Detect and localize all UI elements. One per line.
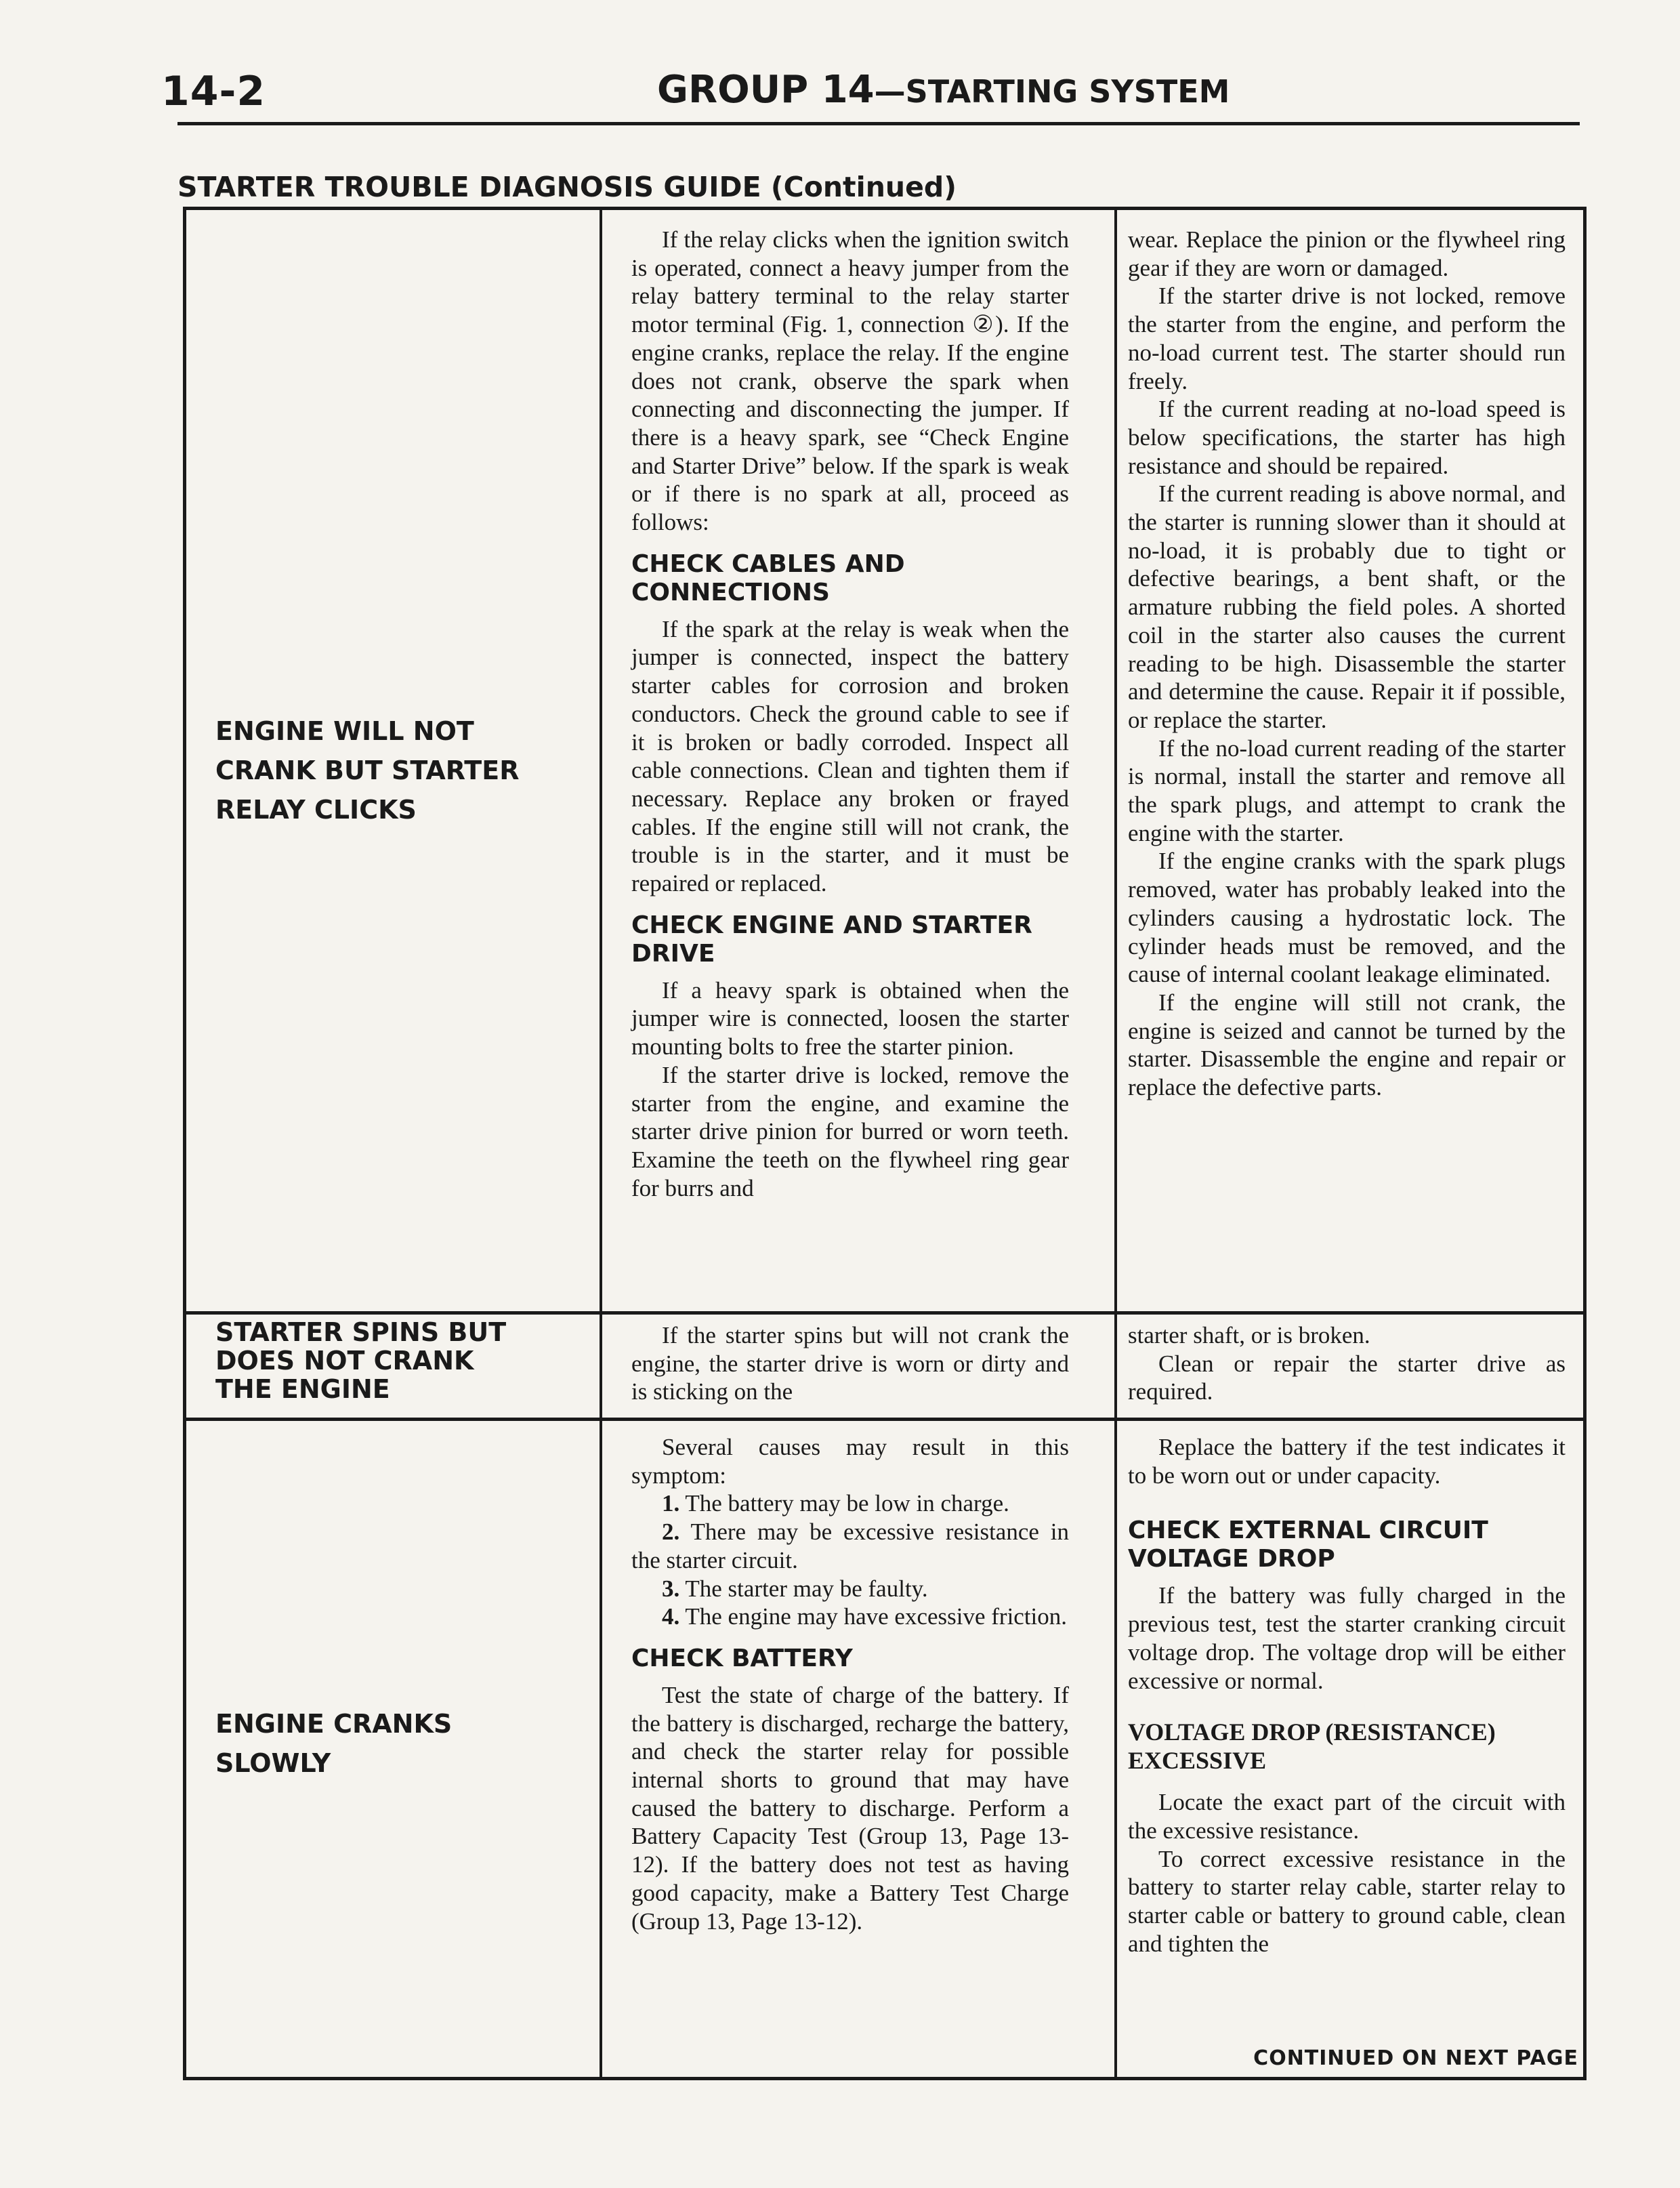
remedy-paragraph: If the battery was fully charged in the previous test, test the starter cranking circuit voltage drop. The voltage drop will be either excessive or normal. — [1128, 1582, 1566, 1694]
symptom-line: ENGINE WILL NOT — [215, 716, 474, 746]
symptom-line: RELAY CLICKS — [215, 795, 417, 825]
remedy-paragraph: Locate the exact part of the circuit with the excessive resistance. — [1128, 1789, 1566, 1844]
remedy-paragraph: Several causes may result in this symptom: — [631, 1434, 1069, 1489]
remedy-paragraph: starter shaft, or is broken. — [1128, 1322, 1370, 1348]
table-divider-1 — [600, 207, 602, 2080]
symptom-line: SLOWLY — [215, 1748, 331, 1778]
group-title-main: GROUP 14 — [657, 68, 875, 112]
remedy-paragraph: If the engine cranks with the spark plugs removed, water has probably leaked into the cylinders causing a hydrostatic lock. The cylinder heads must be removed, and the cause of internal coolant leakage eliminated. — [1128, 848, 1566, 988]
remedy-paragraph: If the current reading at no-load speed is below specifications, the starter has high resistance and should be repaired. — [1128, 396, 1566, 479]
symptom-engine-will-not-crank — [215, 711, 519, 829]
row1-remedy-col1 — [631, 226, 1069, 1202]
cause-item-number: 4. — [662, 1603, 680, 1630]
row2-remedy-col1 — [631, 1321, 1069, 1406]
section-heading: VOLTAGE DROP (RESISTANCE) EXCESSIVE — [1128, 1718, 1496, 1775]
group-title-sub: —STARTING SYSTEM — [874, 73, 1230, 110]
remedy-paragraph: If the starter drive is not locked, remove the starter from the engine, and perform the no-load current test. The starter should run freely. — [1128, 283, 1566, 394]
remedy-paragraph: wear. Replace the pinion or the flywheel ring gear if they are worn or damaged. — [1128, 226, 1566, 281]
cause-item-number: 2. — [662, 1519, 680, 1546]
cause-item-number: 3. — [662, 1575, 680, 1602]
row-divider-1 — [183, 1311, 1587, 1315]
remedy-paragraph: To correct excessive resistance in the battery to starter relay cable, starter relay to starter cable or battery to ground cable, clean and tighten the — [1128, 1845, 1566, 1957]
header-rule — [177, 122, 1580, 125]
page-number: 14-2 — [161, 68, 266, 115]
section-heading: CHECK CABLES AND CONNECTIONS — [631, 550, 905, 606]
remedy-paragraph: Clean or repair the starter drive as required. — [1128, 1350, 1566, 1405]
remedy-paragraph: If the spark at the relay is weak when the jumper is connected, inspect the battery starter cables for corrosion and broken conductors. Check the ground cable to see if it is broken or badly corroded. Inspect all cable connections. Clean and tighten them if necessary. Replace any broken or frayed cables. If the engine still will not crank, the trouble is in the starter, and it must be repaired or replaced. — [631, 615, 1069, 897]
table-divider-2 — [1114, 207, 1117, 2080]
remedy-paragraph: Test the state of charge of the battery. If the battery is discharged, recharge the battery, and check the starter relay for possible internal shorts to ground that may have caused the battery to discharge. Perform a Battery Capacity Test (Group 13, Page 13-12). If the battery does not test as having good capacity, make a Battery Test Charge (Group 13, Page 13-12). — [631, 1681, 1069, 1935]
remedy-paragraph: If the no-load current reading of the starter is normal, install the starter and remove all the spark plugs, and attempt to crank the engine with the starter. — [1128, 735, 1566, 846]
symptom-line: STARTER SPINS BUT — [215, 1317, 507, 1347]
section-heading: CHECK BATTERY — [631, 1644, 853, 1672]
cause-item-text: There may be excessive resistance in the starter circuit. — [631, 1519, 1069, 1573]
cause-item — [631, 1603, 1069, 1631]
cause-item-text: The starter may be faulty. — [685, 1575, 928, 1602]
symptom-line: CRANK BUT STARTER — [215, 756, 520, 785]
guide-title: STARTER TROUBLE DIAGNOSIS GUIDE (Continued) — [177, 171, 957, 203]
remedy-paragraph: If the starter spins but will not crank the engine, the starter drive is worn or dirty and is sticking on the — [631, 1322, 1069, 1405]
row3-remedy-col2 — [1128, 1433, 1566, 1958]
section-heading: CHECK EXTERNAL CIRCUIT VOLTAGE DROP — [1128, 1516, 1488, 1573]
symptom-starter-spins — [215, 1318, 506, 1403]
row3-remedy-col1 — [631, 1433, 1069, 1935]
cause-item-text: The battery may be low in charge. — [685, 1490, 1009, 1517]
remedy-paragraph: If the engine will still not crank, the engine is seized and cannot be turned by the starter. Disassemble the engine and repair or replace the defective parts. — [1128, 989, 1566, 1101]
continued-on-next-page: CONTINUED ON NEXT PAGE — [1253, 2046, 1578, 2070]
section-heading: CHECK ENGINE AND STARTER DRIVE — [631, 911, 1032, 968]
remedy-paragraph: Replace the battery if the test indicates it to be worn out or under capacity. — [1128, 1434, 1566, 1489]
cause-item-number: 1. — [662, 1490, 680, 1517]
remedy-paragraph: If a heavy spark is obtained when the jumper wire is connected, loosen the starter mounting bolts to free the starter pinion. — [631, 976, 1069, 1060]
symptom-line: DOES NOT CRANK — [215, 1346, 474, 1376]
symptom-engine-cranks-slowly — [215, 1704, 452, 1783]
remedy-paragraph: If the relay clicks when the ignition switch is operated, connect a heavy jumper from the relay battery terminal to the relay starter motor terminal (Fig. 1, connection ②). If the engine cranks, replace the relay. If the engine does not crank, observe the spark when connecting and disconnecting the jumper. If there is a heavy spark, see “Check Engine and Starter Drive” below. If the spark is weak or if there is no spark at all, proceed as follows: — [631, 226, 1069, 536]
symptom-line: THE ENGINE — [215, 1374, 390, 1404]
row2-remedy-col2 — [1128, 1321, 1566, 1406]
group-title — [657, 68, 1230, 112]
row1-remedy-col2 — [1128, 226, 1566, 1102]
cause-item — [631, 1489, 1069, 1518]
cause-item — [631, 1518, 1069, 1574]
symptom-line: ENGINE CRANKS — [215, 1709, 453, 1739]
row-divider-2 — [183, 1418, 1587, 1421]
remedy-paragraph: If the starter drive is locked, remove the starter from the engine, and examine the starter drive pinion for burred or worn teeth. Examine the teeth on the flywheel ring gear for burrs and — [631, 1061, 1069, 1201]
cause-item — [631, 1575, 1069, 1603]
remedy-paragraph: If the current reading is above normal, and the starter is running slower than it should at no-load, it is probably due to tight or defective bearings, a bent shaft, or the armature rubbing the field poles. A shorted coil in the starter also causes the current reading to be high. Disassemble the starter and determine the cause. Repair it if possible, or replace the starter. — [1128, 480, 1566, 733]
cause-item-text: The engine may have excessive friction. — [685, 1603, 1068, 1630]
